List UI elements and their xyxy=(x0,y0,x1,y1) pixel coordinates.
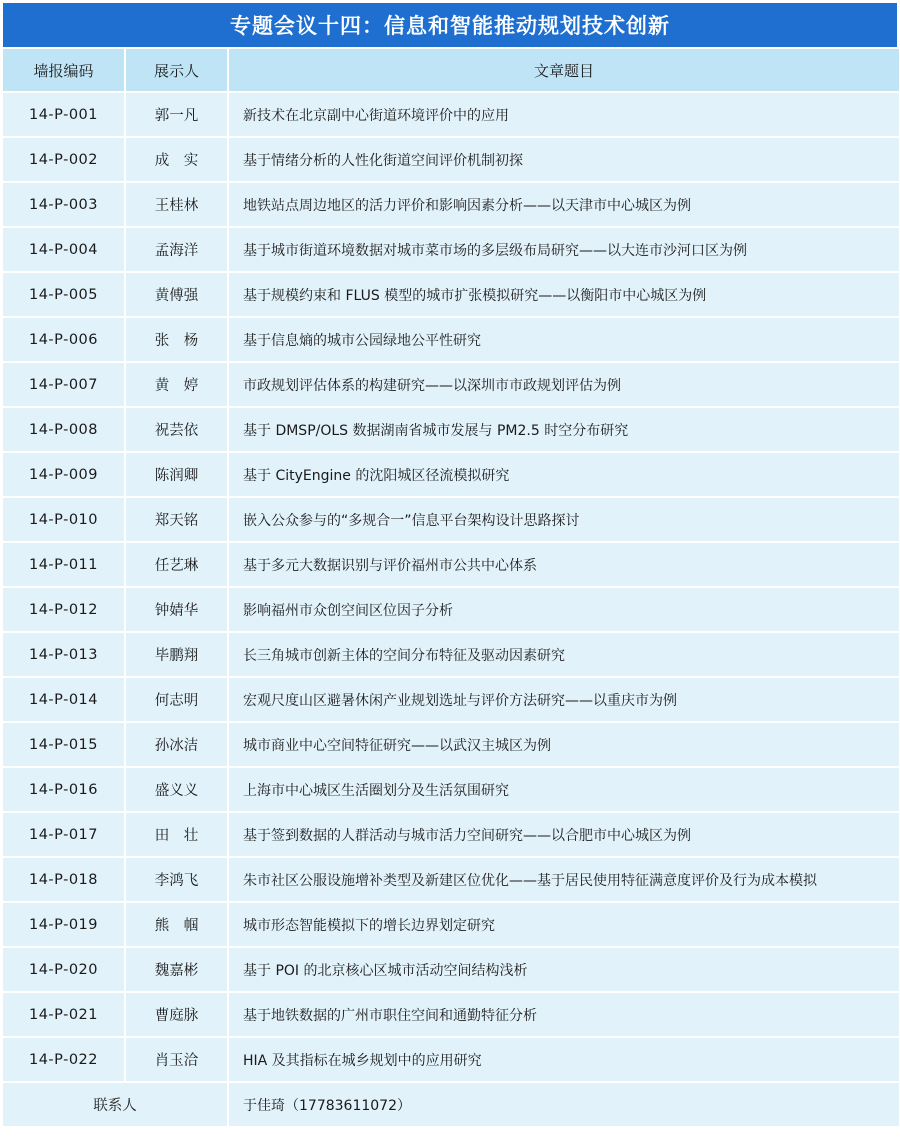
row-code: 14-P-022 xyxy=(3,1038,124,1081)
row-presenter: 钟婧华 xyxy=(126,588,227,631)
row-code: 14-P-001 xyxy=(3,93,124,136)
row-code: 14-P-009 xyxy=(3,453,124,496)
row-article-title: HIA 及其指标在城乡规划中的应用研究 xyxy=(229,1038,899,1081)
row-article-title: 市政规划评估体系的构建研究——以深圳市市政规划评估为例 xyxy=(229,363,899,406)
row-code: 14-P-019 xyxy=(3,903,124,946)
row-article-title: 基于规模约束和 FLUS 模型的城市扩张模拟研究——以衡阳市中心城区为例 xyxy=(229,273,899,316)
row-presenter: 王桂林 xyxy=(126,183,227,226)
row-presenter: 魏嘉彬 xyxy=(126,948,227,991)
row-code: 14-P-004 xyxy=(3,228,124,271)
row-article-title: 城市形态智能模拟下的增长边界划定研究 xyxy=(229,903,899,946)
row-article-title: 基于城市街道环境数据对城市菜市场的多层级布局研究——以大连市沙河口区为例 xyxy=(229,228,899,271)
row-article-title: 基于签到数据的人群活动与城市活力空间研究——以合肥市中心城区为例 xyxy=(229,813,899,856)
row-code: 14-P-010 xyxy=(3,498,124,541)
row-presenter: 祝芸依 xyxy=(126,408,227,451)
row-article-title: 地铁站点周边地区的活力评价和影响因素分析——以天津市中心城区为例 xyxy=(229,183,899,226)
row-article-title: 基于多元大数据识别与评价福州市公共中心体系 xyxy=(229,543,899,586)
row-presenter: 孙冰洁 xyxy=(126,723,227,766)
contact-value: 于佳琦（17783611072） xyxy=(229,1083,899,1126)
row-code: 14-P-006 xyxy=(3,318,124,361)
row-presenter: 孟海洋 xyxy=(126,228,227,271)
row-presenter: 任艺琳 xyxy=(126,543,227,586)
row-presenter: 黄傅强 xyxy=(126,273,227,316)
row-article-title: 影响福州市众创空间区位因子分析 xyxy=(229,588,899,631)
row-code: 14-P-007 xyxy=(3,363,124,406)
row-presenter: 李鸿飞 xyxy=(126,858,227,901)
row-article-title: 基于 POI 的北京核心区城市活动空间结构浅析 xyxy=(229,948,899,991)
row-code: 14-P-005 xyxy=(3,273,124,316)
row-presenter: 陈润卿 xyxy=(126,453,227,496)
row-article-title: 长三角城市创新主体的空间分布特征及驱动因素研究 xyxy=(229,633,899,676)
row-code: 14-P-018 xyxy=(3,858,124,901)
header-code: 墙报编码 xyxy=(3,49,124,91)
row-article-title: 基于 DMSP/OLS 数据湖南省城市发展与 PM2.5 时空分布研究 xyxy=(229,408,899,451)
row-presenter: 成 实 xyxy=(126,138,227,181)
row-code: 14-P-012 xyxy=(3,588,124,631)
header-presenter: 展示人 xyxy=(126,49,227,91)
row-code: 14-P-003 xyxy=(3,183,124,226)
row-presenter: 盛义义 xyxy=(126,768,227,811)
row-article-title: 基于地铁数据的广州市职住空间和通勤特征分析 xyxy=(229,993,899,1036)
row-article-title: 基于信息熵的城市公园绿地公平性研究 xyxy=(229,318,899,361)
row-article-title: 城市商业中心空间特征研究——以武汉主城区为例 xyxy=(229,723,899,766)
row-code: 14-P-011 xyxy=(3,543,124,586)
row-code: 14-P-017 xyxy=(3,813,124,856)
row-article-title: 上海市中心城区生活圈划分及生活氛围研究 xyxy=(229,768,899,811)
row-code: 14-P-008 xyxy=(3,408,124,451)
row-article-title: 朱市社区公服设施增补类型及新建区位优化——基于居民使用特征满意度评价及行为成本模拟 xyxy=(229,858,899,901)
session-grid xyxy=(3,49,897,1126)
row-presenter: 何志明 xyxy=(126,678,227,721)
row-code: 14-P-013 xyxy=(3,633,124,676)
row-code: 14-P-021 xyxy=(3,993,124,1036)
contact-label: 联系人 xyxy=(3,1083,227,1126)
row-presenter: 毕鹏翔 xyxy=(126,633,227,676)
row-presenter: 肖玉洽 xyxy=(126,1038,227,1081)
session-title: 专题会议十四：信息和智能推动规划技术创新 xyxy=(3,3,897,47)
row-presenter: 曹庭脉 xyxy=(126,993,227,1036)
row-presenter: 黄 婷 xyxy=(126,363,227,406)
row-article-title: 基于 CityEngine 的沈阳城区径流模拟研究 xyxy=(229,453,899,496)
row-code: 14-P-002 xyxy=(3,138,124,181)
row-presenter: 熊 帼 xyxy=(126,903,227,946)
header-article: 文章题目 xyxy=(229,49,899,91)
row-article-title: 新技术在北京副中心街道环境评价中的应用 xyxy=(229,93,899,136)
row-article-title: 宏观尺度山区避暑休闲产业规划选址与评价方法研究——以重庆市为例 xyxy=(229,678,899,721)
row-code: 14-P-014 xyxy=(3,678,124,721)
row-presenter: 郑天铭 xyxy=(126,498,227,541)
row-presenter: 郭一凡 xyxy=(126,93,227,136)
row-article-title: 基于情绪分析的人性化街道空间评价机制初探 xyxy=(229,138,899,181)
row-article-title: 嵌入公众参与的“多规合一”信息平台架构设计思路探讨 xyxy=(229,498,899,541)
row-presenter: 张 杨 xyxy=(126,318,227,361)
row-code: 14-P-015 xyxy=(3,723,124,766)
row-presenter: 田 壮 xyxy=(126,813,227,856)
row-code: 14-P-016 xyxy=(3,768,124,811)
row-code: 14-P-020 xyxy=(3,948,124,991)
